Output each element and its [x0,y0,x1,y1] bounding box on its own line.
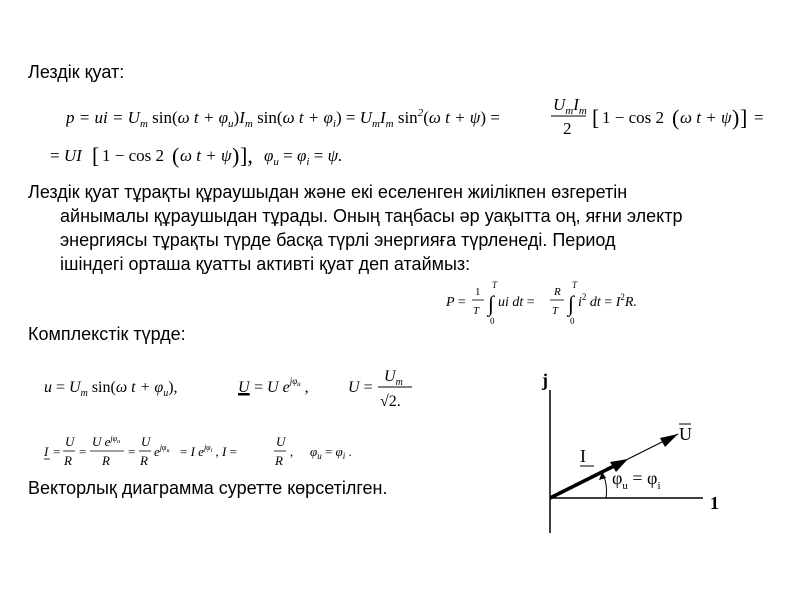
formula-complex-voltage [44,366,444,412]
svg-text:T: T [572,280,578,290]
svg-text:√2.: √2. [380,393,401,410]
svg-text:[: [ [92,143,100,168]
svg-text:U: U [141,434,151,449]
svg-text:R: R [102,453,110,468]
paragraph-line: айнымалы құраушыдан тұрады. Оның таңбасы әр уақытта оң, яғни электр [60,206,683,226]
svg-text:0: 0 [490,316,495,326]
svg-text:=: = [754,108,764,127]
formula-active-power-svg [446,278,686,328]
formula-complex-current [44,434,404,474]
svg-text:UmIm: $U_mI_m$ [553,96,587,117]
axis-1-label: 1 [710,493,719,513]
vector-u-label: U [679,424,692,444]
svg-text:= U ejφu ,: = U $e^{j\varphi}u$ , [254,376,309,396]
svg-text:p = ui = Um sin(ω t + φu)Im si: p = ui = $U_m$ sin(ω $t + \varphi_u)I_m$ sin(ω $t + \varphi_i) = U_mI_m$ $\sin^2(\omega$ t + ψ) = [66,107,500,130]
svg-text:U: U [238,379,250,396]
svg-text:ω t + ψ: ω t + ψ [180,146,232,165]
formula-complex-current-svg [44,434,404,474]
svg-text:i2 dt = I2R.: $i^2$ dt = $I^2R$. [578,292,637,310]
footer-diagram-caption: Векторлық диаграмма суретте көрсетілген. [28,478,388,498]
svg-text:(: ( [172,143,180,168]
svg-text:U: U [276,434,286,449]
vector-u-arrowhead [660,434,678,447]
svg-text:U =: U = [348,379,373,396]
svg-text:=: = [53,444,61,459]
formula-active-power [446,278,686,328]
svg-text:φu = φi = ψ.: $\varphi_u = \varphi_i = \psi$. [264,146,343,168]
svg-text:= I ejφi , I =: = I $e^{j\varphi}i$ , I = [180,443,237,459]
formula-complex-voltage-svg [44,366,444,412]
svg-text:T: T [492,280,498,290]
formula-instant-power-2 [50,140,450,170]
svg-text:1 − cos 2: 1 − cos 2 [602,108,664,127]
svg-text:Um: $U_m$ [384,368,403,388]
svg-text:U: U [65,434,75,449]
svg-text:R: R [140,453,148,468]
svg-text:R: R [64,453,72,468]
svg-text:∫: ∫ [568,291,575,316]
heading-instant-power: Лездік қуат: [28,62,125,82]
heading-complex-form: Комплекстік түрде: [28,324,186,344]
svg-text:2: 2 [563,119,572,138]
svg-text:R: R [554,286,561,298]
svg-text:0: 0 [570,316,575,326]
vector-diagram [528,368,728,538]
svg-text:): ) [232,143,240,168]
svg-text:ejφu: $e^{j\varphi}u$ [154,443,170,459]
svg-text:=: = [79,444,87,459]
paragraph-description [28,180,768,276]
formula-instant-power-2-svg [50,140,450,170]
svg-text:]: ] [740,105,748,130]
svg-text:ω t + ψ: ω t + ψ [680,108,732,127]
formula-instant-power [66,96,786,138]
svg-text:1: 1 [475,286,481,298]
svg-text:T: T [552,305,559,317]
svg-text:= UI: = UI [50,146,82,165]
paragraph-line: энергиясы тұрақты түрде басқа түрлі энергияға түрленеді. Период [60,230,616,250]
svg-text:(: ( [672,105,680,130]
svg-text:P =: P = [446,295,466,310]
svg-text:=: = [128,444,136,459]
svg-text:I: I [44,444,49,459]
svg-text:ui dt =: ui dt = [498,295,535,310]
svg-text:[: [ [592,105,600,130]
paragraph-line: ішіндегі орташа қуатты активті қуат деп атаймыз: [60,254,471,274]
svg-text:U ejφu: U $e^{j\varphi}u$ [92,434,121,449]
vector-i-label: I [580,446,586,466]
svg-text:T: T [473,305,480,317]
svg-text:): ) [732,105,740,130]
paragraph-line: Лездік қуат тұрақты құраушыдан және екі еселенген жиілікпен өзгеретін [28,182,628,202]
svg-text:∫: ∫ [488,291,495,316]
angle-label: $\varphi_u = \varphi_i$ [612,468,661,492]
svg-text:φu = φi .: $\varphi_u = \varphi_i$ . [310,444,352,461]
svg-text:u = Um sin(ω t + φu),: $u = U_m$ sin(ω $t + \varphi_u$), [44,379,178,399]
svg-text:R: R [275,453,283,468]
svg-text:,: , [290,444,294,459]
axis-j-label: j [542,370,548,390]
svg-text:1 − cos 2: 1 − cos 2 [102,146,164,165]
formula-instant-power-svg [66,96,786,140]
svg-text:],: ], [240,143,253,168]
